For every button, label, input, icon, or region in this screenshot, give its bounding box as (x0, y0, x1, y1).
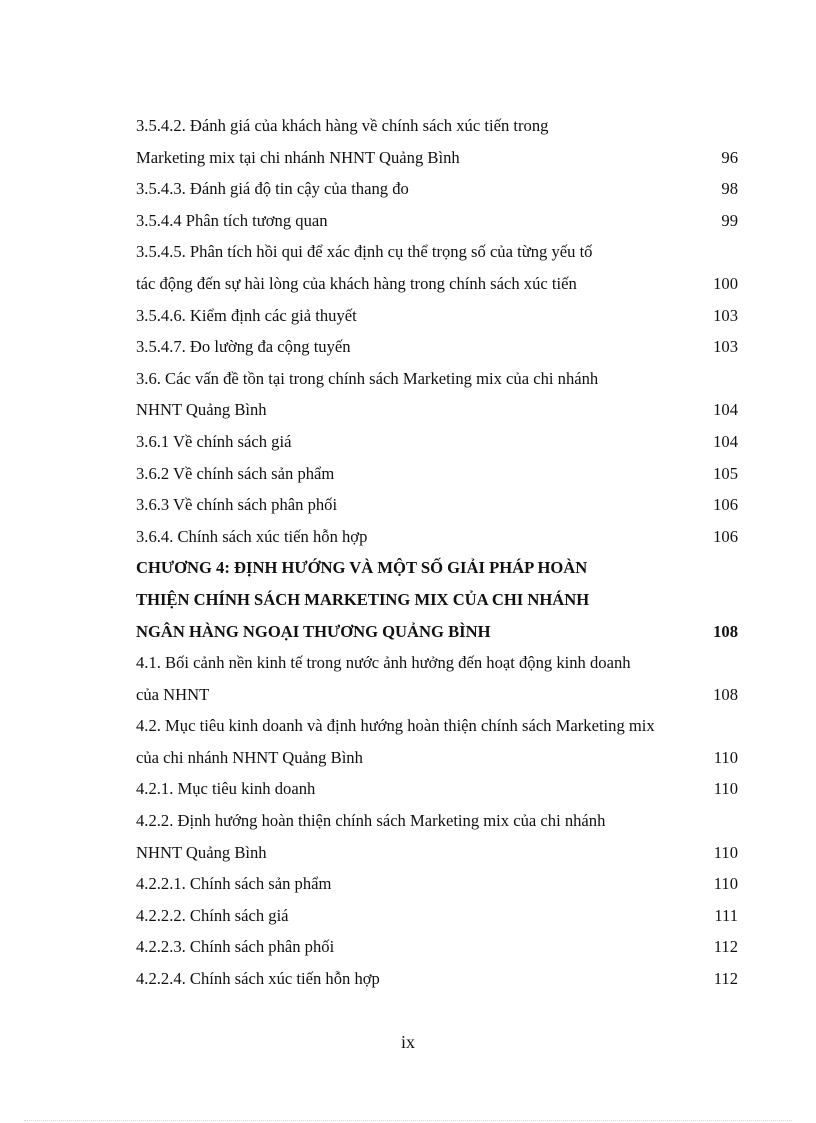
toc-entry (136, 552, 738, 584)
toc-entry-page-number: 106 (713, 526, 738, 546)
toc-entry-title: 4.1. Bối cảnh nền kinh tế trong nước ảnh hưởng đến hoạt động kinh doanh (136, 653, 631, 673)
toc-entry-title: 3.5.4.4 Phân tích tương quan (136, 210, 328, 230)
toc-entry-page-number: 110 (713, 842, 738, 862)
toc-entry-title: 4.2.2.2. Chính sách giá (136, 905, 289, 925)
toc-entry (136, 837, 738, 869)
toc-entry (136, 363, 738, 395)
toc-entry (136, 394, 738, 426)
toc-entry-title: 4.2.2.4. Chính sách xúc tiến hỗn hợp (136, 969, 380, 989)
toc-entry (136, 458, 738, 490)
toc-entry-title: NHNT Quảng Bình (136, 400, 267, 420)
toc-entry-title: của chi nhánh NHNT Quảng Bình (136, 747, 363, 767)
table-of-contents (136, 110, 738, 995)
toc-entry-page-number: 112 (713, 969, 738, 989)
toc-entry (136, 963, 738, 995)
toc-entry-page-number: 105 (713, 463, 738, 483)
toc-entry (136, 584, 738, 616)
toc-entry (136, 173, 738, 205)
toc-entry-page-number: 110 (713, 874, 738, 894)
toc-entry-title: NGÂN HÀNG NGOẠI THƯƠNG QUẢNG BÌNH (136, 621, 491, 641)
toc-entry-page-number: 96 (721, 147, 738, 167)
toc-entry-title: 3.5.4.2. Đánh giá của khách hàng về chính sách xúc tiến trong (136, 116, 549, 135)
toc-entry (136, 268, 738, 300)
toc-entry-page-number: 111 (714, 905, 738, 925)
toc-entry-title: 4.2.2.3. Chính sách phân phối (136, 937, 335, 957)
toc-entry-title: 3.5.4.5. Phân tích hồi qui để xác định cụ thể trọng số của từng yếu tố (136, 242, 593, 262)
toc-entry-title: 3.5.4.3. Đánh giá độ tin cậy của thang đo (136, 179, 409, 199)
toc-entry (136, 331, 738, 363)
toc-entry-page-number: 98 (721, 179, 738, 199)
toc-entry-title: Marketing mix tại chi nhánh NHNT Quảng Bình (136, 147, 460, 167)
toc-entry-title: 4.2.2. Định hướng hoàn thiện chính sách Marketing mix của chi nhánh (136, 811, 606, 831)
toc-entry (136, 931, 738, 963)
toc-entry-title: 3.6.2 Về chính sách sản phẩm (136, 463, 335, 483)
toc-entry (136, 426, 738, 458)
toc-entry-page-number: 110 (713, 779, 738, 799)
toc-entry (136, 300, 738, 332)
toc-entry-title: 4.2.1. Mục tiêu kinh doanh (136, 779, 316, 799)
toc-entry (136, 647, 738, 679)
toc-entry-title: 3.6.3 Về chính sách phân phối (136, 495, 338, 515)
toc-entry-title: của NHNT (136, 684, 210, 704)
toc-entry (136, 616, 738, 648)
toc-entry (136, 805, 738, 837)
toc-entry (136, 489, 738, 521)
toc-entry-title: 4.2. Mục tiêu kinh doanh và định hướng hoàn thiện chính sách Marketing mix (136, 716, 655, 736)
toc-entry (136, 900, 738, 932)
toc-entry-title: 3.6. Các vấn đề tồn tại trong chính sách Marketing mix của chi nhánh (136, 368, 599, 388)
toc-entry-title: NHNT Quảng Bình (136, 842, 267, 862)
toc-entry-page-number: 104 (713, 431, 738, 451)
toc-entry-page-number: 106 (713, 495, 738, 515)
toc-entry-page-number: 108 (713, 621, 738, 641)
page-edge-divider (24, 1120, 792, 1121)
toc-entry-page-number: 103 (713, 337, 738, 357)
toc-entry-title: 3.6.1 Về chính sách giá (136, 431, 292, 451)
toc-entry (136, 521, 738, 553)
toc-entry-title: THIỆN CHÍNH SÁCH MARKETING MIX CỦA CHI NHÁNH (136, 589, 590, 609)
toc-entry-page-number: 100 (713, 273, 738, 293)
toc-entry (136, 236, 738, 268)
page-number: ix (400, 1032, 415, 1052)
toc-entry-title: 3.5.4.6. Kiểm định các giả thuyết (136, 305, 357, 325)
toc-entry (136, 742, 738, 774)
toc-entry-page-number: 108 (713, 684, 738, 704)
toc-entry-title: 4.2.2.1. Chính sách sản phẩm (136, 874, 332, 894)
toc-entry-page-number: 104 (713, 400, 738, 420)
toc-entry-page-number: 99 (721, 210, 738, 230)
toc-entry-title: 3.5.4.7. Đo lường đa cộng tuyến (136, 337, 351, 357)
toc-entry-title: 3.6.4. Chính sách xúc tiến hỗn hợp (136, 526, 368, 546)
toc-entry-title: tác động đến sự hài lòng của khách hàng trong chính sách xúc tiến (136, 273, 577, 293)
toc-entry-page-number: 112 (713, 937, 738, 957)
toc-entry (136, 110, 738, 142)
toc-entry (136, 773, 738, 805)
toc-entry-title: CHƯƠNG 4: ĐỊNH HƯỚNG VÀ MỘT SỐ GIẢI PHÁP HOÀN (136, 558, 588, 578)
toc-entry (136, 679, 738, 711)
toc-entry (136, 142, 738, 174)
toc-entry-page-number: 110 (713, 747, 738, 767)
toc-entry (136, 710, 738, 742)
toc-entry (136, 205, 738, 237)
toc-entry (136, 868, 738, 900)
toc-entry-page-number: 103 (713, 305, 738, 325)
